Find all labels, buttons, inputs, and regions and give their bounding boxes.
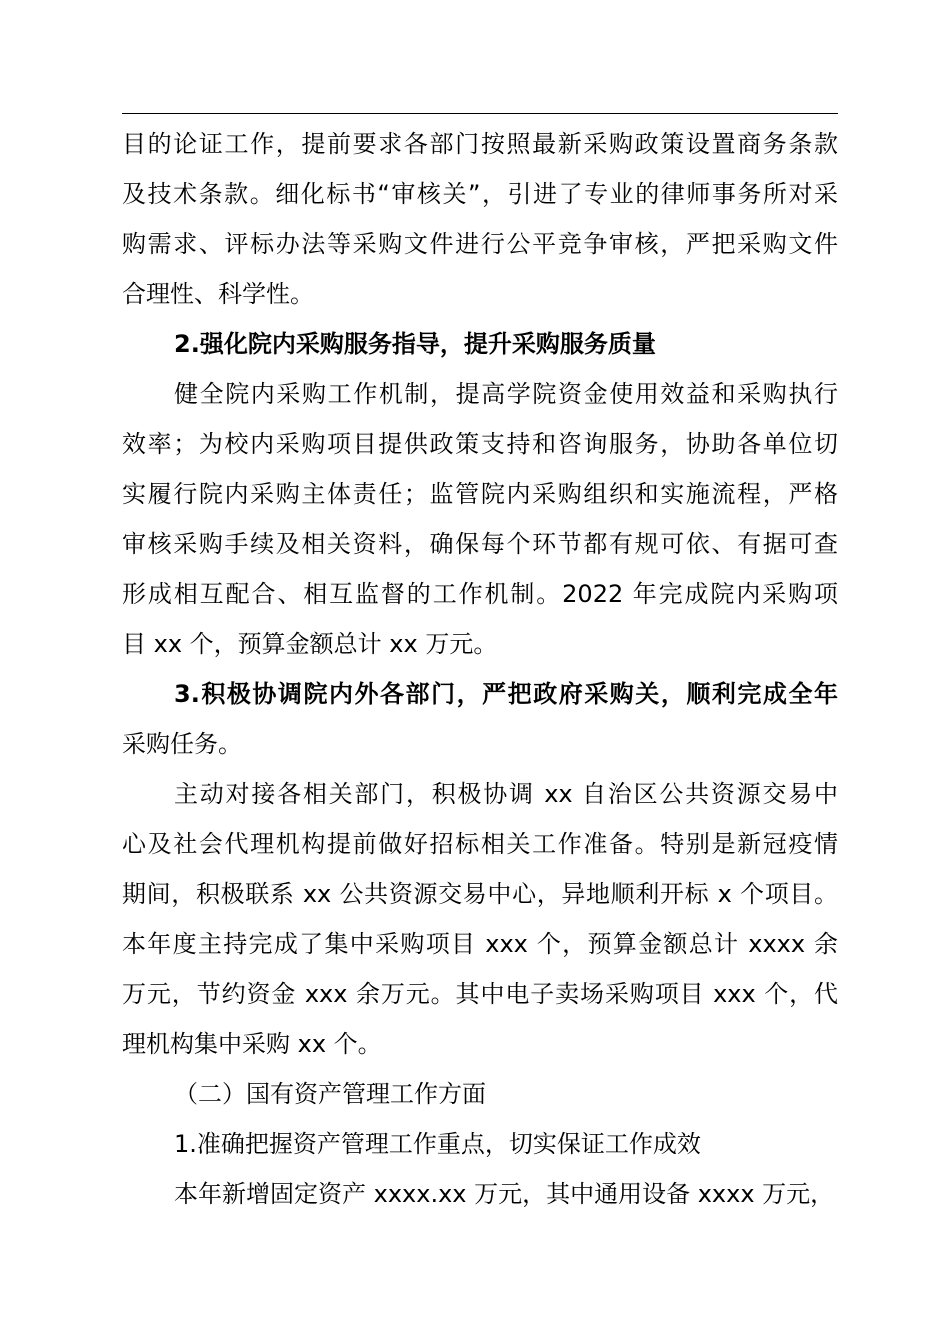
text-line: 效率；为校内采购项目提供政策支持和咨询服务，协助各单位切: [122, 430, 838, 458]
text-line: 购需求、评标办法等采购文件进行公平竞争审核，严把采购文件: [122, 230, 838, 258]
text-line: 及技术条款。细化标书“审核关”，引进了专业的律师事务所对采: [122, 180, 838, 208]
text-line: 目的论证工作，提前要求各部门按照最新采购政策设置商务条款: [122, 130, 838, 158]
text-line: 实履行院内采购主体责任；监管院内采购组织和实施流程，严格: [122, 480, 838, 508]
text-line: 理机构集中采购 xx 个。: [122, 1030, 382, 1058]
text-line: 本年新增固定资产 xxxx.xx 万元，其中通用设备 xxxx 万元，: [174, 1180, 835, 1208]
header-rule: [122, 113, 838, 114]
text-line: 健全院内采购工作机制，提高学院资金使用效益和采购执行: [174, 380, 838, 408]
text-line: 心及社会代理机构提前做好招标相关工作准备。特别是新冠疫情: [122, 830, 838, 858]
text-line: 期间，积极联系 xx 公共资源交易中心，异地顺利开标 x 个项目。: [122, 880, 838, 908]
text-line: 合理性、科学性。: [122, 280, 314, 308]
section-heading: （二）国有资产管理工作方面: [174, 1080, 486, 1108]
text-line: 主动对接各相关部门，积极协调 xx 自治区公共资源交易中: [174, 780, 838, 808]
section-heading: 3.积极协调院内外各部门，严把政府采购关，顺利完成全年: [174, 680, 838, 708]
text-line: 审核采购手续及相关资料，确保每个环节都有规可依、有据可查: [122, 530, 838, 558]
subsection-heading: 1.准确把握资产管理工作重点，切实保证工作成效: [174, 1130, 701, 1158]
text-line: 采购任务。: [122, 730, 242, 758]
text-line: 本年度主持完成了集中采购项目 xxx 个，预算金额总计 xxxx 余: [122, 930, 838, 958]
text-line: 万元，节约资金 xxx 余万元。其中电子卖场采购项目 xxx 个，代: [122, 980, 838, 1008]
section-heading: 2.强化院内采购服务指导，提升采购服务质量: [174, 330, 656, 358]
text-line: 目 xx 个，预算金额总计 xx 万元。: [122, 630, 498, 658]
text-line: 形成相互配合、相互监督的工作机制。2022 年完成院内采购项: [122, 580, 838, 608]
